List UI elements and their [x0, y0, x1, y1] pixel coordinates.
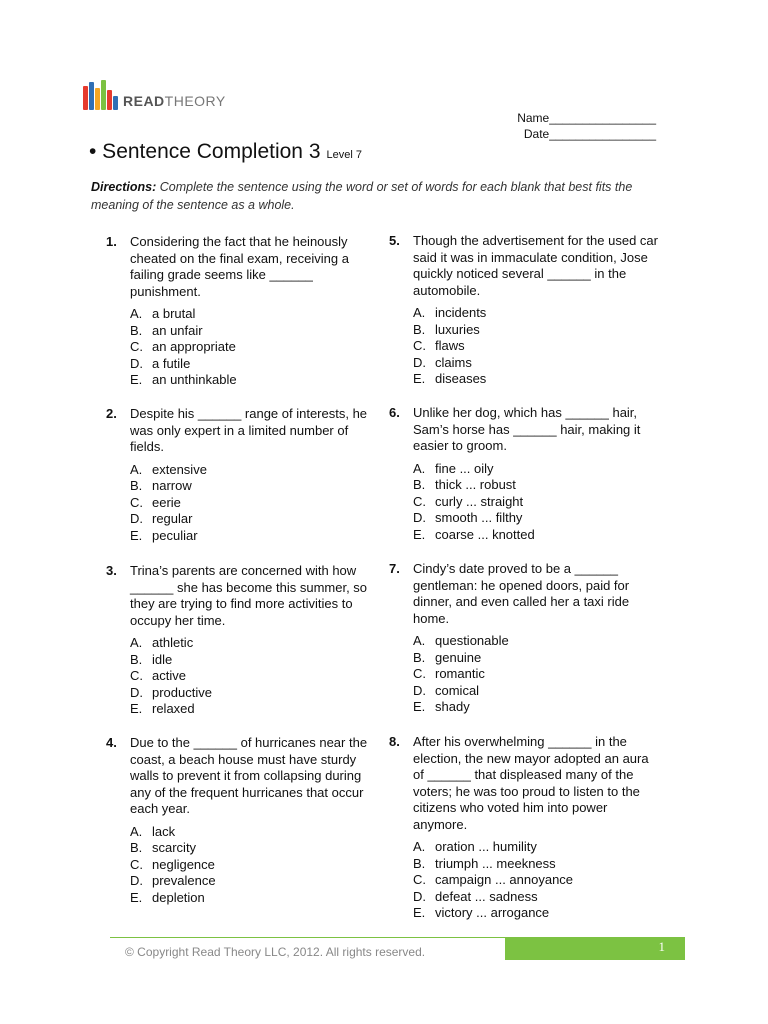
question-2 [106, 406, 380, 544]
question-7 [389, 561, 663, 716]
option-text: active [152, 668, 186, 683]
option-letter: D. [130, 684, 143, 700]
option-letter: B. [413, 855, 426, 871]
option-letter: C. [130, 856, 143, 872]
brand-name-read: READ [123, 93, 165, 109]
option-text: curly ... straight [435, 493, 524, 509]
option-text: genuine [435, 649, 482, 665]
option-b[interactable] [413, 650, 663, 667]
directions [91, 178, 661, 214]
brand-name-theory: THEORY [164, 93, 226, 109]
question-stem: Though the advertisement for the used car said it was in immaculate condition, Jose quickly noticed several ______ in the automobile. [413, 233, 658, 298]
option-text: narrow [152, 478, 192, 493]
option-text: thick ... robust [435, 477, 516, 492]
option-letter: C. [130, 494, 143, 510]
option-text: an appropriate [152, 339, 236, 354]
option-letter: A. [130, 306, 143, 321]
question-1 [106, 234, 380, 389]
option-a[interactable] [130, 462, 380, 479]
option-letter: B. [130, 478, 143, 493]
option-letter: A. [130, 461, 143, 477]
option-letter: E. [413, 905, 426, 920]
option-c[interactable] [130, 495, 380, 512]
option-b[interactable] [413, 477, 663, 494]
question-stem: Cindy’s date proved to be a ______ gentleman: he opened doors, paid for dinner, and even called her a taxi ride home. [413, 561, 630, 626]
option-c[interactable] [130, 857, 380, 874]
brand-name [123, 93, 226, 109]
option-text: relaxed [152, 701, 195, 716]
option-b[interactable] [413, 322, 663, 339]
option-letter: C. [130, 339, 143, 354]
option-letter: D. [130, 873, 143, 888]
answer-options [130, 462, 380, 545]
question-stem: After his overwhelming ______ in the election, the new mayor adopted an aura of ______ that displeased many of the voters; he was too proud to listen to the citizens who voted him into power anymore. [413, 734, 649, 832]
option-a[interactable] [413, 839, 663, 856]
option-letter: A. [130, 635, 143, 650]
answer-options [413, 633, 663, 716]
option-letter: C. [130, 668, 143, 683]
option-letter: C. [413, 338, 426, 353]
copyright-notice: © Copyright Read Theory LLC, 2012. All rights reserved. [125, 945, 426, 959]
option-letter: E. [130, 701, 143, 716]
option-letter: B. [413, 477, 426, 492]
question-stem: Despite his ______ range of interests, he was only expert in a limited number of fields. [130, 406, 368, 454]
option-text: depletion [152, 889, 205, 905]
option-letter: A. [413, 633, 426, 648]
answer-options [413, 839, 663, 922]
option-letter: B. [413, 649, 426, 665]
question-4 [106, 735, 380, 906]
option-letter: A. [130, 823, 143, 839]
directions-text: Complete the sentence using the word or set of words for each blank that best fits the meaning of the sentence as a whole. [91, 180, 633, 212]
option-text: oration ... humility [435, 839, 537, 854]
option-text: smooth ... filthy [435, 510, 523, 525]
option-e[interactable] [130, 528, 380, 545]
option-letter: C. [413, 872, 426, 887]
page-number: 1 [658, 939, 665, 954]
option-letter: E. [130, 889, 143, 905]
option-e[interactable] [413, 527, 663, 544]
option-d[interactable] [413, 510, 663, 527]
question-number: 3. [106, 563, 117, 578]
page-number-box [505, 937, 685, 960]
option-letter: E. [413, 699, 426, 714]
option-d[interactable] [413, 889, 663, 906]
question-8 [389, 734, 663, 922]
option-a[interactable] [130, 635, 380, 652]
option-c[interactable] [130, 339, 380, 356]
option-b[interactable] [413, 856, 663, 873]
readtheory-logo [83, 80, 283, 110]
option-letter: D. [130, 355, 143, 371]
option-letter: E. [413, 371, 426, 386]
option-letter: E. [130, 372, 143, 387]
option-text: an unfair [152, 322, 203, 338]
option-c[interactable] [413, 872, 663, 889]
question-number: 6. [389, 405, 400, 420]
level-label: Level 7 [326, 149, 362, 161]
option-letter: A. [413, 460, 426, 476]
option-text: fine ... oily [435, 460, 494, 476]
question-3 [106, 563, 380, 718]
option-letter: D. [413, 510, 426, 525]
option-letter: A. [413, 839, 426, 854]
book-bars-icon [83, 80, 118, 110]
question-stem: Due to the ______ of hurricanes near the coast, a beach house must have sturdy walls to prevent it from collapsing during any of the frequent hurricanes that occur each year. [130, 735, 368, 816]
directions-label: Directions: [91, 180, 157, 194]
answer-options [413, 461, 663, 544]
question-number: 5. [389, 233, 400, 248]
name-field: Name________________ [517, 111, 656, 125]
option-text: an unthinkable [152, 372, 237, 387]
option-text: luxuries [435, 321, 480, 337]
option-text: athletic [152, 635, 194, 650]
question-stem: Trina’s parents are concerned with how ______ she has become this summer, so they are trying to find more activities to occupy her time. [130, 563, 368, 628]
option-text: triumph ... meekness [435, 855, 556, 871]
footer-divider [110, 937, 505, 938]
question-5 [389, 233, 663, 388]
option-text: scarcity [152, 840, 197, 855]
option-letter: B. [130, 322, 143, 338]
option-c[interactable] [413, 338, 663, 355]
answer-options [130, 824, 380, 907]
option-text: shady [435, 699, 470, 714]
option-text: flaws [435, 338, 465, 353]
date-field: Date________________ [523, 127, 656, 141]
option-text: comical [435, 682, 480, 698]
option-b[interactable] [130, 652, 380, 669]
option-c[interactable] [413, 666, 663, 683]
option-letter: D. [130, 511, 143, 526]
option-d[interactable] [130, 685, 380, 702]
option-letter: C. [413, 666, 426, 681]
question-stem: Unlike her dog, which has ______ hair, Sam’s horse has ______ hair, making it easier to groom. [413, 405, 641, 453]
option-a[interactable] [130, 306, 380, 323]
answer-options [130, 306, 380, 389]
option-text: productive [152, 684, 212, 700]
option-text: idle [152, 651, 173, 667]
option-e[interactable] [130, 701, 380, 718]
option-d[interactable] [130, 356, 380, 373]
option-c[interactable] [413, 494, 663, 511]
option-d[interactable] [413, 683, 663, 700]
title-text: • Sentence Completion 3 [89, 140, 321, 163]
option-e[interactable] [130, 890, 380, 907]
option-e[interactable] [413, 699, 663, 716]
option-letter: B. [413, 321, 426, 337]
option-d[interactable] [130, 873, 380, 890]
option-text: negligence [152, 856, 215, 872]
option-text: claims [435, 354, 472, 370]
option-letter: D. [413, 354, 426, 370]
question-number: 8. [389, 734, 400, 749]
option-text: eerie [152, 494, 181, 510]
question-stem: Considering the fact that he heinously cheated on the final exam, receiving a failing grade seems like ______ punishment. [130, 234, 349, 299]
option-letter: B. [130, 840, 143, 855]
question-number: 7. [389, 561, 400, 576]
option-text: coarse ... knotted [435, 526, 535, 542]
question-number: 2. [106, 406, 117, 421]
option-a[interactable] [413, 633, 663, 650]
option-letter: D. [413, 682, 426, 698]
option-text: victory ... arrogance [435, 905, 550, 920]
option-text: extensive [152, 461, 207, 477]
option-letter: B. [130, 651, 143, 667]
option-d[interactable] [130, 511, 380, 528]
name-date-block [517, 110, 656, 142]
option-text: lack [152, 823, 176, 839]
option-letter: E. [413, 526, 426, 542]
option-text: defeat ... sadness [435, 888, 538, 904]
option-e[interactable] [130, 372, 380, 389]
option-text: peculiar [152, 527, 198, 543]
option-d[interactable] [413, 355, 663, 372]
option-text: regular [152, 511, 193, 526]
worksheet-title [89, 140, 362, 164]
option-letter: C. [413, 493, 426, 509]
answer-options [130, 635, 380, 718]
option-a[interactable] [130, 824, 380, 841]
option-text: prevalence [152, 873, 216, 888]
option-a[interactable] [413, 461, 663, 478]
option-e[interactable] [413, 905, 663, 922]
option-a[interactable] [413, 305, 663, 322]
option-text: campaign ... annoyance [435, 872, 574, 887]
option-text: a futile [152, 355, 191, 371]
option-e[interactable] [413, 371, 663, 388]
option-letter: A. [413, 305, 426, 320]
option-text: romantic [435, 666, 485, 681]
question-number: 4. [106, 735, 117, 750]
option-b[interactable] [130, 840, 380, 857]
option-text: diseases [435, 371, 487, 386]
question-6 [389, 405, 663, 543]
option-letter: D. [413, 888, 426, 904]
option-text: questionable [435, 633, 509, 648]
option-b[interactable] [130, 323, 380, 340]
option-c[interactable] [130, 668, 380, 685]
option-letter: E. [130, 527, 143, 543]
question-number: 1. [106, 234, 117, 249]
option-text: incidents [435, 305, 487, 320]
answer-options [413, 305, 663, 388]
option-text: a brutal [152, 306, 196, 321]
option-b[interactable] [130, 478, 380, 495]
